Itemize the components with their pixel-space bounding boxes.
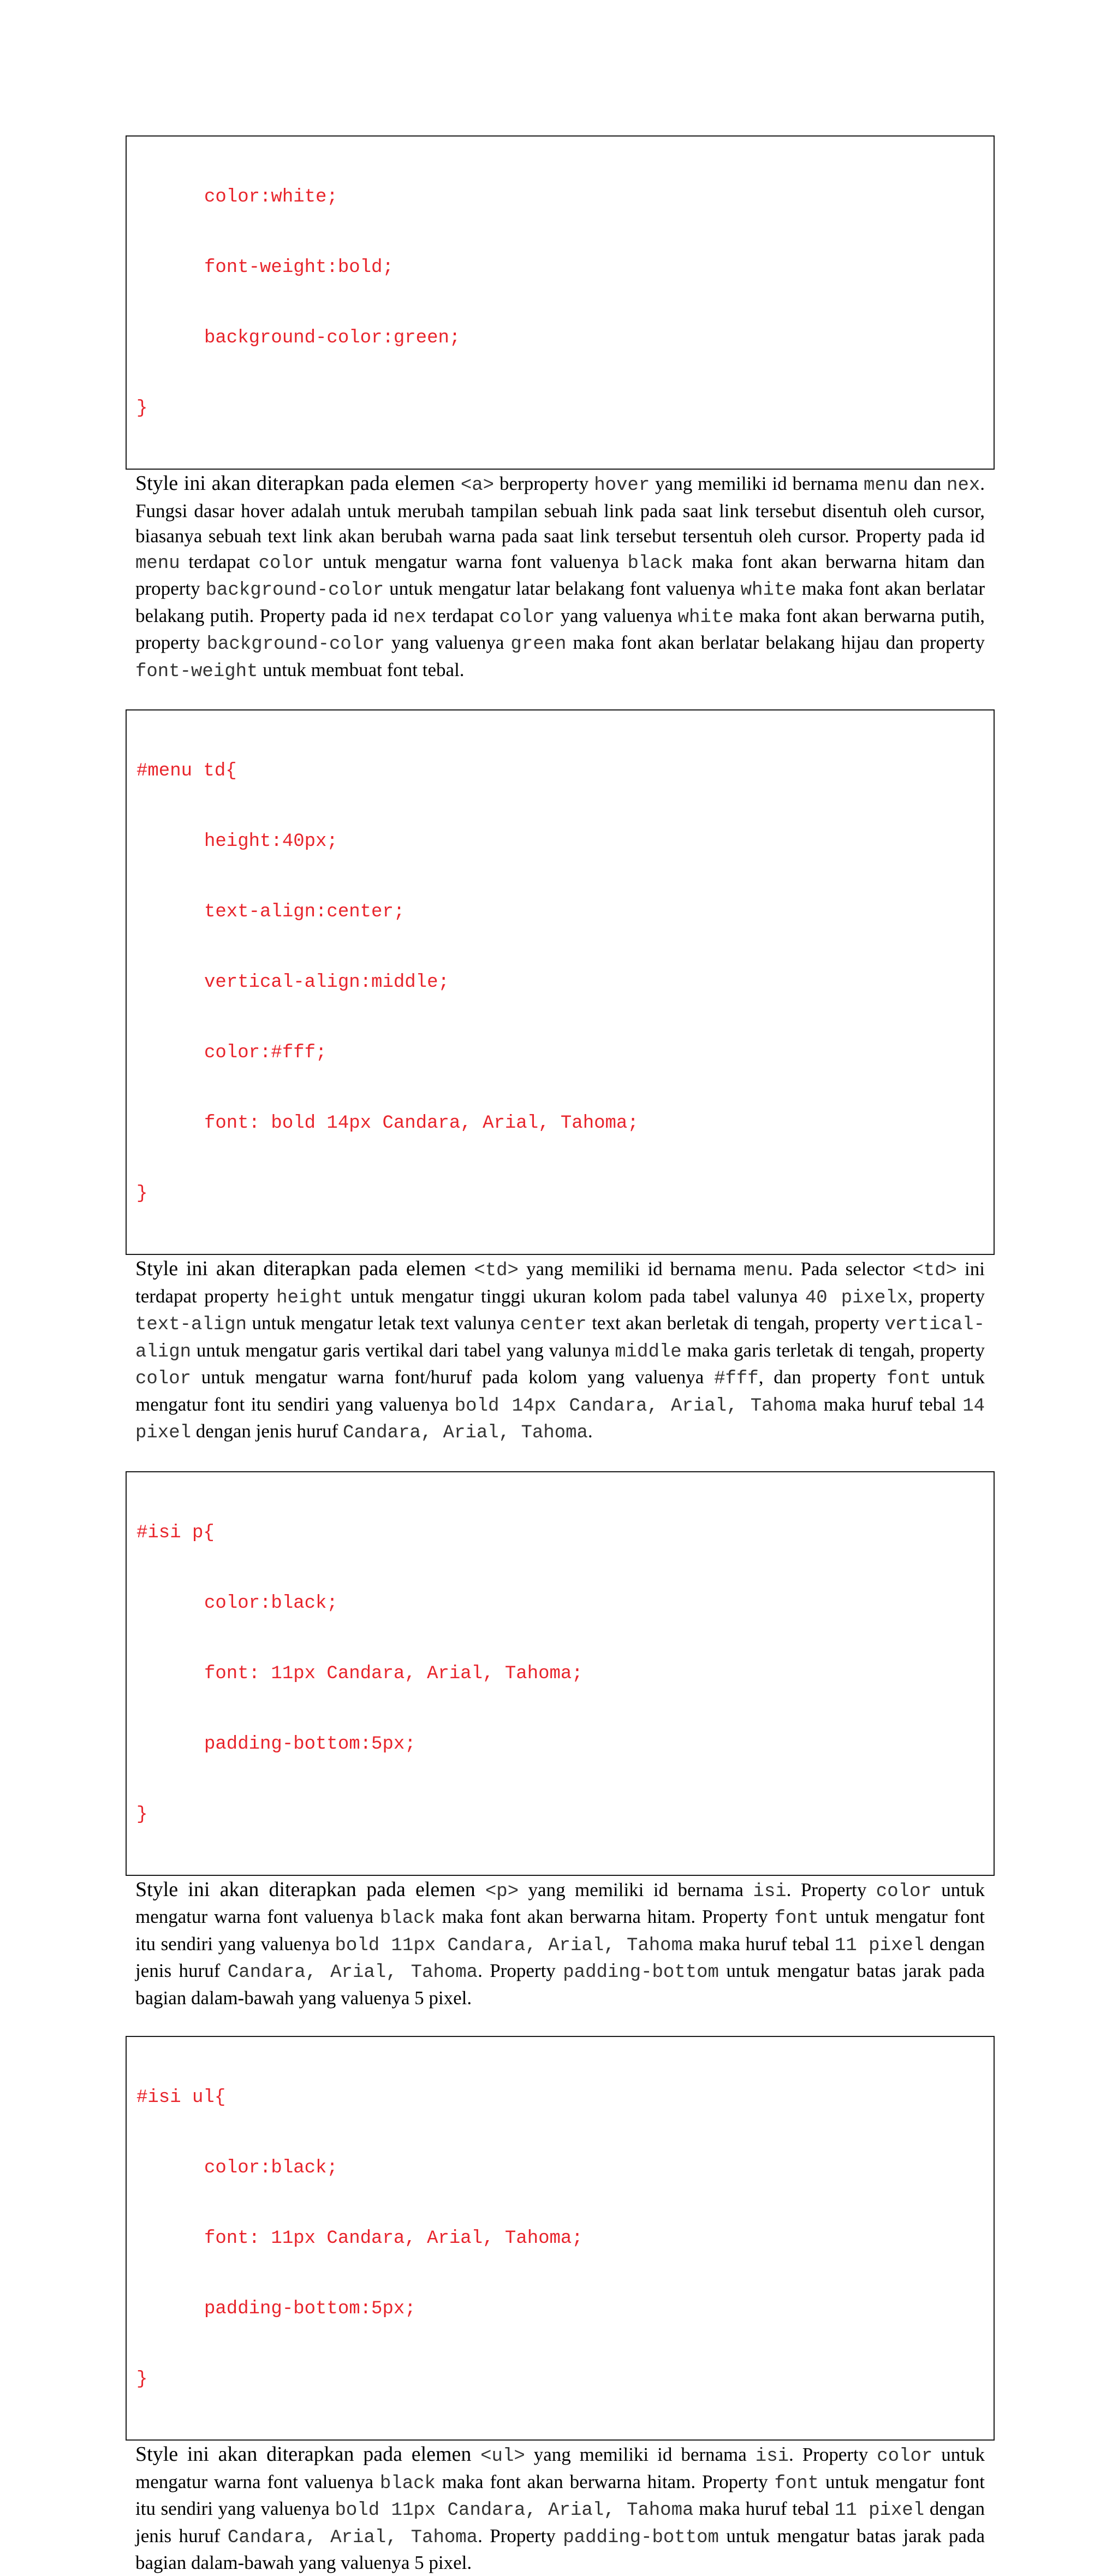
inline-code: background-color <box>206 634 385 655</box>
inline-code: Candara, Arial, Tahoma <box>227 2527 478 2548</box>
inline-code: nex <box>393 607 427 628</box>
inline-code: middle <box>615 1341 682 1363</box>
code-block-isi-ul <box>126 2036 995 2441</box>
description-paragraph <box>126 1256 995 1446</box>
paragraph-text: maka garis terletak di tengah, property <box>681 1339 985 1361</box>
paragraph-text: maka font akan berwarna hitam. Property <box>435 2471 775 2492</box>
code-line: font: 11px Candara, Arial, Tahoma; <box>204 2228 583 2249</box>
code-line: font: bold 14px Candara, Arial, Tahoma; <box>204 1113 639 1134</box>
inline-code: Candara, Arial, Tahoma <box>227 1962 478 1983</box>
inline-code: bold 11px Candara, Arial, Tahoma <box>335 1935 694 1956</box>
inline-code: green <box>510 634 567 655</box>
paragraph-text: untuk mengatur garis vertikal dari tabel yang valunya <box>191 1339 615 1361</box>
description-paragraph <box>126 471 995 684</box>
paragraph-text: text akan berletak di tengah, property <box>586 1312 885 1334</box>
paragraph-text: Style ini akan diterapkan pada elemen <box>135 1257 474 1280</box>
paragraph-text: . Property <box>789 2444 877 2465</box>
inline-code: center <box>520 1314 587 1335</box>
code-closing-brace: } <box>136 398 148 419</box>
paragraph-text: yang valuenya <box>385 632 511 653</box>
paragraph-text: untuk mengatur latar belakang font valuenya <box>384 578 741 599</box>
paragraph-text: dengan jenis huruf <box>135 1933 985 1981</box>
code-closing-brace: } <box>136 2369 148 2390</box>
inline-code: background-color <box>205 580 384 601</box>
paragraph-text: untuk membuat font tebal. <box>258 659 465 680</box>
code-line: font: 11px Candara, Arial, Tahoma; <box>204 1663 583 1684</box>
inline-code: <td> <box>474 1260 519 1281</box>
inline-code: color <box>258 553 314 574</box>
code-closing-brace: } <box>136 1183 148 1204</box>
paragraph-text: . Property <box>478 2525 563 2547</box>
inline-code: 11 pixel <box>834 1935 925 1956</box>
description-paragraph <box>126 2442 995 2576</box>
paragraph-text: Style ini akan diterapkan pada elemen <box>135 2443 481 2466</box>
inline-code: 40 pixelx <box>805 1287 908 1308</box>
paragraph-text: berproperty <box>494 473 594 494</box>
paragraph-text: untuk mengatur font itu sendiri yang valuenya <box>135 1366 985 1415</box>
inline-code: height <box>276 1287 343 1308</box>
paragraph-text: maka font akan berlatar belakang hijau dan property <box>566 632 985 653</box>
code-line: color:white; <box>204 187 338 208</box>
paragraph-text: untuk mengatur font itu sendiri yang valuenya <box>135 2471 985 2519</box>
paragraph-text: . <box>587 1420 593 1442</box>
inline-code: font <box>886 1369 931 1389</box>
paragraph-text: maka font akan berwarna putih, property <box>135 605 985 653</box>
inline-code: <ul> <box>480 2446 525 2467</box>
inline-code: color <box>877 2446 933 2467</box>
code-line: padding-bottom:5px; <box>204 1733 416 1755</box>
paragraph-text: untuk mengatur batas jarak pada bagian dalam-bawah yang valuenya 5 pixel. <box>135 2525 985 2573</box>
paragraph-text: Style ini akan diterapkan pada elemen <box>135 472 461 495</box>
inline-code: isi <box>753 1881 787 1902</box>
paragraph-text: maka huruf tebal <box>693 1933 835 1955</box>
paragraph-text: dengan jenis huruf <box>135 2498 985 2547</box>
inline-code: <a> <box>460 475 495 496</box>
paragraph-text: maka font akan berlatar belakang putih. Property pada id <box>135 578 985 626</box>
paragraph-text: dengan jenis huruf <box>191 1420 343 1442</box>
code-block-menu-td <box>126 709 995 1255</box>
paragraph-text: untuk mengatur tinggi ukuran kolom pada tabel valunya <box>343 1285 805 1307</box>
code-line: color:black; <box>204 1592 338 1614</box>
paragraph-text: yang valuenya <box>555 605 678 626</box>
paragraph-text: . Fungsi dasar hover adalah untuk merubah tampilan sebuah link pada saat link tersebut disentuh oleh cursor, biasanya sebuah text link akan berubah warna pada saat link tersebut tersentuh oleh cursor. Property pada id <box>135 473 985 547</box>
paragraph-text: yang memiliki id bernama <box>519 1879 753 1900</box>
inline-code: black <box>379 1908 436 1929</box>
paragraph-text: . Pada selector <box>788 1258 913 1280</box>
description-paragraph <box>126 1877 995 2011</box>
paragraph-text: untuk mengatur warna font valuenya <box>314 550 628 572</box>
paragraph-text: yang memiliki id bernama <box>518 1258 744 1280</box>
inline-code: padding-bottom <box>563 1962 719 1983</box>
paragraph-text: maka font akan berwarna hitam. Property <box>435 1906 775 1927</box>
paragraph-text: maka font akan berwarna hitam dan property <box>135 550 985 599</box>
inline-code: isi <box>755 2446 789 2467</box>
paragraph-text: maka huruf tebal <box>693 2498 835 2519</box>
code-block-nex <box>126 135 995 470</box>
paragraph-text: , dan property <box>758 1366 887 1388</box>
inline-code: black <box>627 553 683 574</box>
paragraph-text: untuk mengatur letak text valunya <box>247 1312 520 1334</box>
inline-code: <p> <box>485 1881 519 1902</box>
code-line: vertical-align:middle; <box>204 972 449 993</box>
document-page <box>126 135 995 2576</box>
inline-code: font-weight <box>135 661 258 682</box>
paragraph-text: untuk mengatur warna font/huruf pada kolom yang valuenya <box>191 1366 715 1388</box>
inline-code: 11 pixel <box>834 2500 925 2521</box>
paragraph-text: ini terdapat property <box>135 1258 985 1307</box>
inline-code: white <box>677 607 734 628</box>
code-line: color:black; <box>204 2158 338 2178</box>
code-line: height:40px; <box>204 831 338 852</box>
inline-code: color <box>876 1881 932 1902</box>
code-selector: #isi ul{ <box>136 2087 226 2108</box>
code-closing-brace: } <box>136 1804 148 1825</box>
inline-code: font <box>774 1908 819 1929</box>
paragraph-text: dan <box>908 473 947 494</box>
code-line: font-weight:bold; <box>204 257 394 278</box>
code-line: background-color:green; <box>204 328 461 348</box>
paragraph-text: . Property <box>786 1879 876 1900</box>
inline-code: color <box>135 1369 192 1389</box>
inline-code: text-align <box>135 1314 247 1335</box>
paragraph-text: yang memiliki id bernama <box>525 2444 756 2465</box>
code-block-isi-p <box>126 1471 995 1876</box>
inline-code: font <box>774 2473 819 2494</box>
inline-code: white <box>740 580 796 601</box>
paragraph-text: . Property <box>478 1960 563 1981</box>
inline-code: bold 14px Candara, Arial, Tahoma <box>454 1395 818 1417</box>
paragraph-text: untuk mengatur batas jarak pada bagian dalam-bawah yang valuenya 5 pixel. <box>135 1960 985 2009</box>
paragraph-text: untuk mengatur warna font valuenya <box>135 1879 985 1927</box>
inline-code: padding-bottom <box>563 2527 719 2548</box>
code-selector: #menu td{ <box>136 761 237 781</box>
paragraph-text: Style ini akan diterapkan pada elemen <box>135 1878 485 1901</box>
inline-code: bold 11px Candara, Arial, Tahoma <box>335 2500 694 2521</box>
code-line: padding-bottom:5px; <box>204 2299 416 2319</box>
paragraph-text: maka huruf tebal <box>817 1393 963 1415</box>
inline-code: hover <box>594 475 650 496</box>
code-line: text-align:center; <box>204 902 405 922</box>
inline-code: nex <box>947 475 980 496</box>
inline-code: menu <box>744 1260 788 1281</box>
inline-code: 14 pixel <box>135 1395 985 1443</box>
paragraph-text: terdapat <box>180 550 259 572</box>
inline-code: black <box>379 2473 436 2494</box>
paragraph-text: terdapat <box>426 605 499 626</box>
inline-code: menu <box>135 553 180 574</box>
paragraph-text: untuk mengatur font itu sendiri yang valuenya <box>135 1906 985 1955</box>
code-selector: #isi p{ <box>136 1522 215 1543</box>
paragraph-text: , property <box>908 1285 985 1307</box>
inline-code: color <box>499 607 555 628</box>
inline-code: <td> <box>912 1260 958 1281</box>
code-line: color:#fff; <box>204 1043 327 1063</box>
paragraph-text: yang memiliki id bernama <box>650 473 864 494</box>
inline-code: Candara, Arial, Tahoma <box>343 1423 588 1443</box>
paragraph-text: untuk mengatur warna font valuenya <box>135 2444 985 2492</box>
inline-code: #fff <box>714 1369 759 1389</box>
inline-code: vertical-align <box>135 1314 985 1363</box>
inline-code: menu <box>864 475 908 496</box>
